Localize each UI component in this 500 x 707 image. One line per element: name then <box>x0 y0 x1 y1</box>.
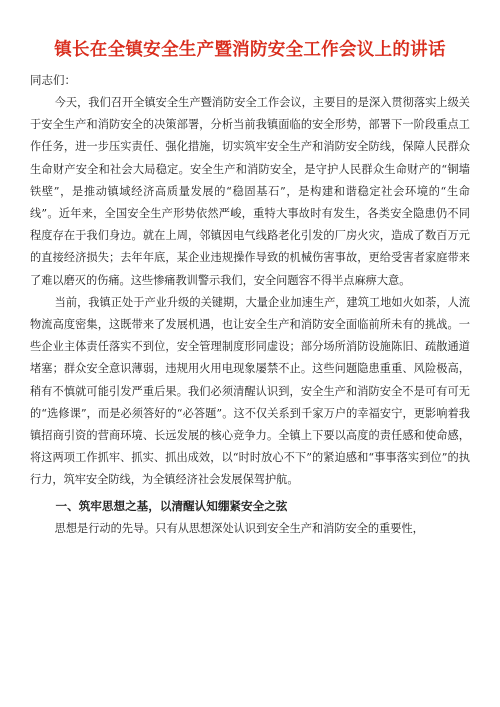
document-title: 镇长在全镇安全生产暨消防安全工作会议上的讲话 <box>54 40 446 60</box>
salutation: 同志们： <box>30 73 76 87</box>
paragraph-intro: 今天，我们召开全镇安全生产暨消防安全工作会议，主要目的是深入贯彻落实上级关于安全生产和消防安全的决策部署，分析当前我镇面临的安全形势，部署下一阶段重点工作任务，进一步压实责任、强化措施，切实筑牢安全生产和消防安全防线，保障人民群众生命财产安全和社会大局稳定。安全生产和消防安全，是守护人民群众生命财产的“铜墙铁壁”，是推动镇域经济高质量发展的“稳固基石”，是构建和谐稳定社会环境的“生命线”。近年来，全国安全生产形势依然严峻，重特大事故时有发生，各类安全隐患仍不同程度存在于我们身边。就在上周，邻镇因电气线路老化引发的厂房火灾，造成了数百万元的直接经济损失；去年年底，某企业违规操作导致的机械伤害事故，更给受害者家庭带来了难以磨灭的伤痛。这些惨痛教训警示我们，安全问题容不得半点麻痹大意。 <box>30 96 470 287</box>
section-heading: 一、筑牢思想之基，以清醒认知绷紧安全之弦 <box>55 498 288 513</box>
document-body <box>30 92 470 540</box>
paragraph-situation: 当前，我镇正处于产业升级的关键期，大量企业加速生产，建筑工地如火如荼，人流物流高度密集，这既带来了发展机遇，也让安全生产和消防安全面临前所未有的挑战。一些企业主体责任落实不到位，安全管理制度形同虚设；部分场所消防设施陈旧、疏散通道堵塞；群众安全意识薄弱，违规用火用电现象屡禁不止。这些问题隐患重重、风险极高，稍有不慎就可能引发严重后果。我们必须清醒认识到，安全生产和消防安全不是可有可无的“选修课”，而是必须答好的“必答题”。这不仅关系到千家万户的幸福安宁，更影响着我镇招商引资的营商环境、长远发展的核心竞争力。全镇上下要以高度的责任感和使命感，将这两项工作抓牢、抓实、抓出成效，以“时时放心不下”的紧迫感和“事事落实到位”的执行力，筑牢安全防线，为全镇经济社会发展保驾护航。 <box>30 295 470 487</box>
paragraph-section-one: 思想是行动的先导。只有从思想深处认识到安全生产和消防安全的重要性， <box>54 521 424 535</box>
